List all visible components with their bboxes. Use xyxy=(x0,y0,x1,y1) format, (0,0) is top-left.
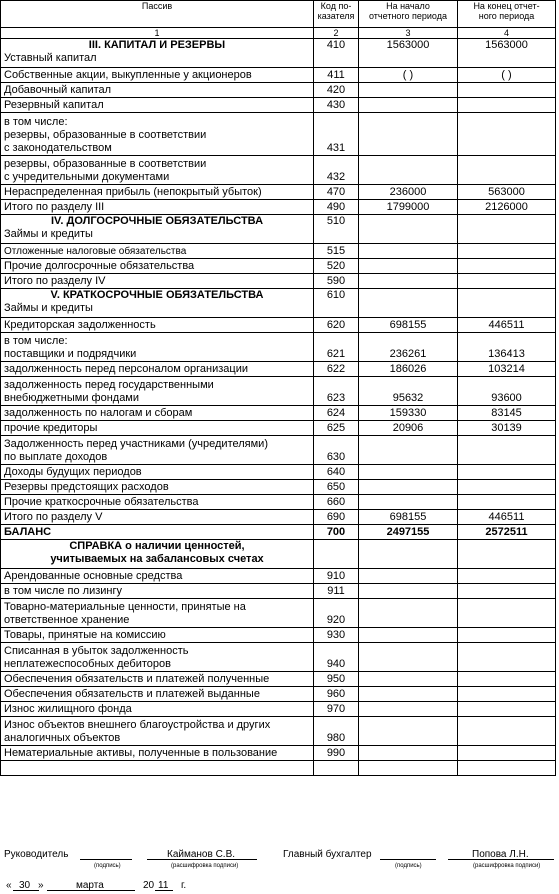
value-period-end: 563000 xyxy=(458,185,556,200)
row-code: 630 xyxy=(314,436,359,465)
value-period-start xyxy=(359,717,458,746)
table-row xyxy=(1,377,556,406)
table-row xyxy=(1,746,556,761)
row-label-text: в том числе: резервы, образованные в соответствии с законодательством xyxy=(4,116,207,154)
header-period-start: На начало отчетного периода xyxy=(359,1,458,28)
table-row xyxy=(1,495,556,510)
value-period-end xyxy=(458,717,556,746)
table-row xyxy=(1,628,556,643)
value-period-start xyxy=(359,495,458,510)
value-period-start xyxy=(359,584,458,599)
row-label xyxy=(1,465,314,480)
value-period-end xyxy=(458,83,556,98)
table-row xyxy=(1,244,556,259)
row-label xyxy=(1,333,314,362)
row-label-text: прочие кредиторы xyxy=(4,422,98,434)
row-label-text: Нераспределенная прибыль (непокрытый убыток) xyxy=(4,186,262,198)
accountant-signature-line xyxy=(380,859,436,860)
value-period-start xyxy=(359,702,458,717)
table-row xyxy=(1,436,556,465)
value-period-end xyxy=(458,599,556,628)
row-label xyxy=(1,200,314,215)
accountant-label: Главный бухгалтер xyxy=(283,849,372,860)
value-period-end xyxy=(458,540,556,569)
row-label xyxy=(1,761,314,776)
value-period-start xyxy=(359,289,458,318)
head-signature-hint: (подпись) xyxy=(94,863,121,869)
section-header-row xyxy=(1,540,556,569)
row-label-text: Займы и кредиты xyxy=(4,302,93,314)
table-row xyxy=(1,362,556,377)
table-row xyxy=(1,480,556,495)
row-label-text: Кредиторская задолженность xyxy=(4,319,156,331)
row-label-text: Резервы предстоящих расходов xyxy=(4,481,169,493)
row-code: 490 xyxy=(314,200,359,215)
header-liabilities: Пассив xyxy=(1,1,314,28)
value-period-end xyxy=(458,643,556,672)
row-label xyxy=(1,717,314,746)
value-period-end xyxy=(458,113,556,156)
row-label xyxy=(1,215,314,244)
value-period-end xyxy=(458,702,556,717)
value-period-start xyxy=(359,687,458,702)
row-label-text: Уставный капитал xyxy=(4,52,97,64)
value-period-start xyxy=(359,465,458,480)
row-label xyxy=(1,687,314,702)
row-code: 430 xyxy=(314,98,359,113)
row-label-text: Износ объектов внешнего благоустройства и других аналогичных объектов xyxy=(4,719,271,744)
value-period-start xyxy=(359,83,458,98)
value-period-start: 236000 xyxy=(359,185,458,200)
row-label xyxy=(1,289,314,318)
row-label xyxy=(1,83,314,98)
row-code: 940 xyxy=(314,643,359,672)
row-code: 411 xyxy=(314,68,359,83)
value-period-start: 186026 xyxy=(359,362,458,377)
column-number-4: 4 xyxy=(458,28,556,39)
value-period-start xyxy=(359,156,458,185)
row-code xyxy=(314,761,359,776)
row-code: 624 xyxy=(314,406,359,421)
row-label-text: в том числе по лизингу xyxy=(4,585,122,597)
value-period-start xyxy=(359,436,458,465)
value-period-end xyxy=(458,495,556,510)
row-label-text: Прочие краткосрочные обязательства xyxy=(4,496,199,508)
value-period-end xyxy=(458,465,556,480)
row-label xyxy=(1,599,314,628)
row-label-text: Доходы будущих периодов xyxy=(4,466,142,478)
date-quote-open: « xyxy=(6,880,12,891)
row-label-text: задолженность по налогам и сборам xyxy=(4,407,193,419)
value-period-end xyxy=(458,274,556,289)
value-period-end xyxy=(458,672,556,687)
row-label-text: резервы, образованные в соответствии с учредительными документами xyxy=(4,158,207,183)
row-label xyxy=(1,672,314,687)
value-period-start xyxy=(359,628,458,643)
table-row xyxy=(1,569,556,584)
value-period-start xyxy=(359,643,458,672)
accountant-name-hint: (расшифровка подписи) xyxy=(473,863,541,869)
row-label-text: Обеспечения обязательств и платежей полученные xyxy=(4,673,270,685)
row-code: 911 xyxy=(314,584,359,599)
row-label-text: Задолженность перед участниками (учредителями) по выплате доходов xyxy=(4,438,268,463)
row-code: 590 xyxy=(314,274,359,289)
row-code: 622 xyxy=(314,362,359,377)
row-code: 621 xyxy=(314,333,359,362)
row-code: 990 xyxy=(314,746,359,761)
value-period-start: 698155 xyxy=(359,510,458,525)
table-row xyxy=(1,465,556,480)
table-row xyxy=(1,510,556,525)
value-period-start xyxy=(359,259,458,274)
value-period-start xyxy=(359,672,458,687)
row-label-text: в том числе: поставщики и подрядчики xyxy=(4,335,137,360)
row-code: 640 xyxy=(314,465,359,480)
table-row xyxy=(1,761,556,776)
row-label-text: Итого по разделу III xyxy=(4,201,105,213)
row-label xyxy=(1,643,314,672)
table-row xyxy=(1,68,556,83)
section-header-row xyxy=(1,215,556,244)
row-code: 950 xyxy=(314,672,359,687)
date-day: 30 xyxy=(19,880,31,891)
table-row xyxy=(1,672,556,687)
row-label xyxy=(1,702,314,717)
row-label-text: БАЛАНС xyxy=(4,526,52,538)
value-period-start xyxy=(359,98,458,113)
row-label xyxy=(1,259,314,274)
row-label xyxy=(1,510,314,525)
value-period-start xyxy=(359,480,458,495)
row-label-text: Товары, принятые на комиссию xyxy=(4,629,166,641)
row-code: 970 xyxy=(314,702,359,717)
row-label xyxy=(1,185,314,200)
table-row xyxy=(1,274,556,289)
value-period-end: ( ) xyxy=(458,68,556,83)
row-code: 910 xyxy=(314,569,359,584)
row-label-text: Обеспечения обязательств и платежей выданные xyxy=(4,688,260,700)
value-period-end xyxy=(458,628,556,643)
value-period-end: 83145 xyxy=(458,406,556,421)
column-number-1: 1 xyxy=(1,28,314,39)
value-period-start xyxy=(359,746,458,761)
value-period-end xyxy=(458,98,556,113)
row-code: 700 xyxy=(314,525,359,540)
section-title: V. КРАТКОСРОЧНЫЕ ОБЯЗАТЕЛЬСТВА xyxy=(50,289,264,301)
date-year-prefix: 20 xyxy=(143,880,155,891)
row-code: 960 xyxy=(314,687,359,702)
accountant-name: Попова Л.Н. xyxy=(472,849,529,860)
row-code: 620 xyxy=(314,318,359,333)
row-label-text: Резервный капитал xyxy=(4,99,104,111)
row-label xyxy=(1,480,314,495)
value-period-start: ( ) xyxy=(359,68,458,83)
value-period-end: 446511 xyxy=(458,510,556,525)
row-label xyxy=(1,362,314,377)
section-title: IV. ДОЛГОСРОЧНЫЕ ОБЯЗАТЕЛЬСТВА xyxy=(50,215,264,227)
row-label xyxy=(1,421,314,436)
row-code: 515 xyxy=(314,244,359,259)
row-code: 431 xyxy=(314,113,359,156)
row-label xyxy=(1,746,314,761)
row-label xyxy=(1,436,314,465)
table-row xyxy=(1,156,556,185)
row-label xyxy=(1,244,314,259)
date-suffix: г. xyxy=(181,880,187,891)
header-code: Код по- казателя xyxy=(314,1,359,28)
row-label-text: Арендованные основные средства xyxy=(4,570,183,582)
section-title: III. КАПИТАЛ И РЕЗЕРВЫ xyxy=(88,39,226,51)
row-label-text: задолженность перед государственными внебюджетными фондами xyxy=(4,379,214,404)
row-code: 690 xyxy=(314,510,359,525)
row-code: 930 xyxy=(314,628,359,643)
row-label-text: Нематериальные активы, полученные в пользование xyxy=(4,747,278,759)
value-period-start: 1799000 xyxy=(359,200,458,215)
table-row xyxy=(1,200,556,215)
table-row xyxy=(1,421,556,436)
row-label xyxy=(1,628,314,643)
row-label xyxy=(1,569,314,584)
section-title: СПРАВКА о наличии ценностей, учитываемых на забалансовых счетах xyxy=(50,540,264,565)
row-code: 625 xyxy=(314,421,359,436)
value-period-start xyxy=(359,113,458,156)
row-label xyxy=(1,113,314,156)
table-row xyxy=(1,687,556,702)
table-row xyxy=(1,406,556,421)
row-label xyxy=(1,584,314,599)
value-period-start: 236261 xyxy=(359,333,458,362)
row-code: 610 xyxy=(314,289,359,318)
row-code: 520 xyxy=(314,259,359,274)
row-label xyxy=(1,406,314,421)
value-period-end xyxy=(458,761,556,776)
row-code: 920 xyxy=(314,599,359,628)
row-label-text: Итого по разделу IV xyxy=(4,275,106,287)
table-row xyxy=(1,584,556,599)
row-label-text: Займы и кредиты xyxy=(4,228,93,240)
row-label-text: Отложенные налоговые обязательства xyxy=(4,246,187,257)
column-number-2: 2 xyxy=(314,28,359,39)
table-row xyxy=(1,717,556,746)
value-period-end xyxy=(458,259,556,274)
row-label xyxy=(1,525,314,540)
value-period-end xyxy=(458,480,556,495)
column-number-3: 3 xyxy=(359,28,458,39)
row-label xyxy=(1,318,314,333)
value-period-start: 698155 xyxy=(359,318,458,333)
row-code: 510 xyxy=(314,215,359,244)
value-period-start xyxy=(359,244,458,259)
value-period-end: 446511 xyxy=(458,318,556,333)
table-header-row xyxy=(1,1,556,28)
row-label-text: Итого по разделу V xyxy=(4,511,103,523)
value-period-end: 2126000 xyxy=(458,200,556,215)
value-period-end: 1563000 xyxy=(458,39,556,68)
row-code: 470 xyxy=(314,185,359,200)
value-period-start: 95632 xyxy=(359,377,458,406)
row-label-text: Прочие долгосрочные обязательства xyxy=(4,260,195,272)
value-period-end: 93600 xyxy=(458,377,556,406)
row-code: 650 xyxy=(314,480,359,495)
row-label xyxy=(1,156,314,185)
row-label-text: Списанная в убыток задолженность неплатежеспособных дебиторов xyxy=(4,645,189,670)
value-period-end xyxy=(458,156,556,185)
value-period-start xyxy=(359,761,458,776)
table-row xyxy=(1,702,556,717)
value-period-start xyxy=(359,215,458,244)
row-label-text: Собственные акции, выкупленные у акционеров xyxy=(4,69,252,81)
table-row xyxy=(1,98,556,113)
table-row xyxy=(1,113,556,156)
value-period-start xyxy=(359,540,458,569)
row-label-text: Добавочный капитал xyxy=(4,84,112,96)
row-code xyxy=(314,540,359,569)
row-label xyxy=(1,274,314,289)
date-year: 11 xyxy=(158,880,169,891)
row-label-text: Товарно-материальные ценности, принятые на ответственное хранение xyxy=(4,601,246,626)
table-row xyxy=(1,83,556,98)
value-period-end: 103214 xyxy=(458,362,556,377)
table-row xyxy=(1,643,556,672)
table-row xyxy=(1,259,556,274)
date-month: марта xyxy=(76,880,104,891)
row-label xyxy=(1,68,314,83)
row-code: 420 xyxy=(314,83,359,98)
row-code: 660 xyxy=(314,495,359,510)
section-header-row xyxy=(1,39,556,68)
value-period-end xyxy=(458,244,556,259)
value-period-end xyxy=(458,569,556,584)
head-label: Руководитель xyxy=(4,849,69,860)
row-code: 980 xyxy=(314,717,359,746)
row-label-text: Износ жилищного фонда xyxy=(4,703,132,715)
row-code: 623 xyxy=(314,377,359,406)
value-period-start: 1563000 xyxy=(359,39,458,68)
row-label xyxy=(1,98,314,113)
value-period-start: 159330 xyxy=(359,406,458,421)
value-period-start: 2497155 xyxy=(359,525,458,540)
section-header-row xyxy=(1,289,556,318)
value-period-end: 30139 xyxy=(458,421,556,436)
row-label xyxy=(1,39,314,68)
column-number-row xyxy=(1,28,556,39)
value-period-end xyxy=(458,584,556,599)
value-period-end xyxy=(458,746,556,761)
table-row xyxy=(1,185,556,200)
row-label xyxy=(1,540,314,569)
row-code: 410 xyxy=(314,39,359,68)
value-period-start: 20906 xyxy=(359,421,458,436)
head-name-hint: (расшифровка подписи) xyxy=(171,863,239,869)
row-label-text: задолженность перед персоналом организации xyxy=(4,363,248,375)
value-period-start xyxy=(359,599,458,628)
table-row xyxy=(1,318,556,333)
table-row xyxy=(1,525,556,540)
date-quote-close: » xyxy=(38,880,44,891)
header-period-end: На конец отчет- ного периода xyxy=(458,1,556,28)
value-period-end xyxy=(458,436,556,465)
value-period-end xyxy=(458,289,556,318)
head-name: Кайманов С.В. xyxy=(167,849,236,860)
row-label xyxy=(1,495,314,510)
accountant-signature-hint: (подпись) xyxy=(395,863,422,869)
table-row xyxy=(1,333,556,362)
value-period-start xyxy=(359,274,458,289)
head-signature-line xyxy=(80,859,132,860)
value-period-end: 2572511 xyxy=(458,525,556,540)
row-code: 432 xyxy=(314,156,359,185)
value-period-end xyxy=(458,687,556,702)
row-label xyxy=(1,377,314,406)
table-row xyxy=(1,599,556,628)
value-period-end: 136413 xyxy=(458,333,556,362)
value-period-start xyxy=(359,569,458,584)
value-period-end xyxy=(458,215,556,244)
